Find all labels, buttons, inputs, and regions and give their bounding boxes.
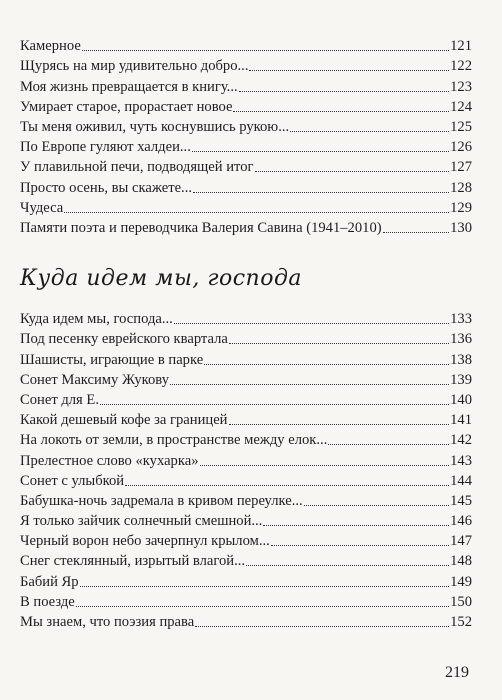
toc-entry-title: Какой дешевый кофе за границей: [20, 412, 228, 429]
dot-leader: [125, 484, 449, 486]
dot-leader: [192, 150, 449, 152]
toc-entry-page: 121: [450, 38, 472, 55]
toc-entry-title: Сонет с улыбкой: [20, 472, 125, 489]
toc-entry-title: Бабий Яр: [20, 573, 79, 590]
dot-leader: [174, 322, 449, 324]
toc-entry: [20, 75, 472, 95]
toc-entry-page: 150: [450, 593, 472, 610]
toc-entry-title: Снег стеклянный, изрытый влагой...: [20, 553, 246, 570]
toc-entry-page: 136: [450, 331, 472, 348]
toc-entry-title: Сонет для Е.: [20, 391, 99, 408]
dot-leader: [328, 443, 449, 445]
toc-entry-title: Ты меня оживил, чуть коснувшись рукою...: [20, 118, 290, 135]
page-number: 219: [445, 664, 469, 681]
toc-entry-title: Мы знаем, что поэзия права: [20, 614, 195, 630]
dot-leader: [193, 191, 449, 193]
toc-entry-page: 149: [450, 573, 472, 590]
toc-entry: [20, 389, 472, 409]
dot-leader: [255, 170, 450, 172]
toc-entry-page: 128: [450, 179, 472, 196]
toc-list-part1: [20, 35, 472, 237]
dot-leader: [290, 130, 449, 132]
toc-entry-title: На локоть от земли, в пространстве между елок...: [20, 432, 328, 449]
toc-entry-page: 144: [450, 472, 472, 489]
toc-entry-page: 146: [450, 513, 472, 530]
toc-entry: [20, 176, 472, 196]
toc-entry: [20, 449, 472, 469]
toc-entry: [20, 217, 472, 237]
toc-entry-page: 124: [450, 98, 472, 115]
section-heading: Куда идем мы, господа: [20, 266, 303, 291]
toc-entry-title: У плавильной печи, подводящей итог: [20, 159, 254, 176]
dot-leader: [249, 69, 449, 71]
toc-entry-page: 147: [450, 533, 472, 550]
toc-entry: [20, 409, 472, 429]
toc-entry-title: Я только зайчик солнечный смешной...: [20, 513, 263, 530]
toc-entry-title: Щурясь на мир удивительно добро...: [20, 58, 249, 75]
dot-leader: [263, 524, 449, 526]
toc-entry: [20, 591, 472, 611]
toc-entry-page: 125: [450, 118, 472, 135]
toc-entry-page: 142: [450, 432, 472, 449]
toc-entry-page: 141: [450, 412, 472, 429]
toc-entry-page: 152: [450, 614, 472, 630]
dot-leader: [229, 423, 450, 425]
toc-entry-title: Моя жизнь превращается в книгу...: [20, 78, 238, 95]
dot-leader: [82, 49, 449, 51]
toc-entry-page: 145: [450, 492, 472, 509]
toc-entry-page: 139: [450, 371, 472, 388]
toc-entry: [20, 35, 472, 55]
toc-entry: [20, 550, 472, 570]
dot-leader: [304, 504, 449, 506]
toc-entry-page: 130: [450, 219, 472, 236]
toc-entry-title: Бабушка-ночь задремала в кривом переулке...: [20, 492, 303, 509]
toc-entry-page: 138: [450, 351, 472, 368]
toc-entry-title: Чудеса: [20, 199, 64, 216]
toc-entry-title: Черный ворон небо зачерпнул крылом...: [20, 533, 270, 550]
dot-leader: [271, 544, 449, 546]
toc-entry: [20, 116, 472, 136]
toc-entry-title: Сонет Максиму Жукову: [20, 371, 169, 388]
toc-entry-title: Шашисты, играющие в парке: [20, 351, 204, 368]
toc-entry: [20, 328, 472, 348]
toc-entry-page: 143: [450, 452, 472, 469]
toc-entry-title: Прелестное слово «кухарка»: [20, 452, 199, 469]
dot-leader: [80, 585, 450, 587]
toc-entry: [20, 136, 472, 156]
dot-leader: [383, 231, 450, 233]
toc-entry-title: Памяти поэта и переводчика Валерия Савина (1941–2010): [20, 219, 382, 236]
toc-entry: [20, 490, 472, 510]
dot-leader: [233, 110, 449, 112]
toc-entry-title: Умирает старое, прорастает новое: [20, 98, 233, 115]
toc-entry: [20, 429, 472, 449]
toc-entry: [20, 308, 472, 328]
dot-leader: [229, 342, 449, 344]
dot-leader: [170, 383, 449, 385]
toc-entry: [20, 510, 472, 530]
toc-entry: [20, 611, 472, 631]
toc-entry-page: 126: [450, 139, 472, 156]
dot-leader: [64, 211, 449, 213]
toc-entry-title: Под песенку еврейского квартала: [20, 331, 228, 348]
toc-entry-title: По Европе гуляют халдеи...: [20, 139, 191, 156]
toc-entry: [20, 348, 472, 368]
toc-entry-title: В поезде: [20, 593, 75, 610]
toc-entry-title: Куда идем мы, господа...: [20, 311, 173, 328]
dot-leader: [195, 625, 449, 627]
toc-entry-page: 122: [450, 58, 472, 75]
toc-entry: [20, 156, 472, 176]
dot-leader: [76, 605, 449, 607]
toc-entry: [20, 530, 472, 550]
toc-entry: [20, 96, 472, 116]
dot-leader: [200, 464, 450, 466]
toc-entry: [20, 369, 472, 389]
toc-entry-page: 133: [450, 311, 472, 328]
toc-entry-title: Просто осень, вы скажете...: [20, 179, 192, 196]
toc-entry-page: 148: [450, 553, 472, 570]
toc-entry: [20, 55, 472, 75]
dot-leader: [246, 564, 449, 566]
dot-leader: [100, 403, 449, 405]
toc-entry: [20, 470, 472, 490]
toc-entry-page: 127: [450, 159, 472, 176]
toc-entry-page: 123: [450, 78, 472, 95]
toc-entry-title: Камерное: [20, 38, 81, 55]
toc-entry-page: 129: [450, 199, 472, 216]
dot-leader: [204, 363, 449, 365]
toc-entry: [20, 570, 472, 590]
toc-entry: [20, 197, 472, 217]
dot-leader: [239, 90, 449, 92]
toc-entry-page: 140: [450, 391, 472, 408]
toc-list-part2: [20, 308, 472, 631]
